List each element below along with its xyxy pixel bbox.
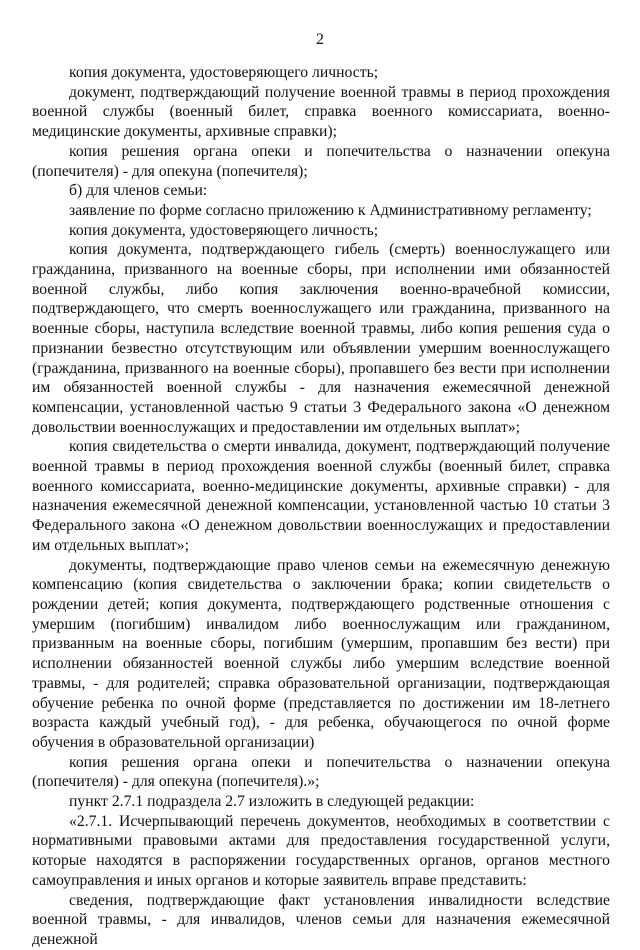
- paragraph: копия решения органа опеки и попечительства о назначении опекуна (попечителя) - для опекуна (попечителя).»;: [32, 753, 610, 791]
- paragraph: копия свидетельства о смерти инвалида, документ, подтверждающий получение военной травмы в период прохождения военной службы (военный билет, справка военного комиссариата, военно-медицинские документы, архивные справки) - для назначения ежемесячной денежной компенсации, установленной частью 10 статьи 3 Федерального закона «О денежном довольствии военнослужащих и предоставлении им отдельных выплат»;: [32, 438, 610, 554]
- paragraph: сведения, подтверждающие факт установления инвалидности вследствие военной травмы, - для инвалидов, членов семьи для назначения ежемесячной денежной: [32, 891, 610, 948]
- paragraph: копия документа, подтверждающего гибель (смерть) военнослужащего или гражданина, призванного на военные сборы, при исполнении ими обязанностей военной службы, либо копия заключения военно-врачебной комиссии, подтверждающего, что смерть военнослужащего или гражданина, призванного на военные сборы, наступила вследствие военной травмы, либо копия решения суда о признании безвестно отсутствующим или объявлении умершим военнослужащего (гражданина, призванного на военные сборы), пропавшего без вести при исполнении им обязанностей военной службы - для назначения ежемесячной денежной компенсации, установленной частью 9 статьи 3 Федерального закона «О денежном довольствии военнослужащих и предоставлении им отдельных выплат»;: [32, 241, 610, 436]
- paragraph: копия документа, удостоверяющего личность;: [69, 64, 379, 81]
- paragraph: документы, подтверждающие право членов семьи на ежемесячную денежную компенсацию (копия свидетельства о заключении брака; копии свидетельств о рождении детей; копия документа, подтверждающего родственные отношения с умершим (погибшим) инвалидом либо военнослужащим или гражданином, призванным на военные сборы, погибшим (умершим, пропавшим без вести) при исполнении обязанностей военной службы либо умершим вследствие военной травмы, - для родителей; справка образовательной организации, подтверждающая обучение ребенка по очной форме (представляется по достижении им 18-летнего возраста каждый учебный год), - для ребенка, обучающегося по очной форме обучения в образовательной организации): [32, 556, 610, 751]
- paragraph: пункт 2.7.1 подраздела 2.7 изложить в следующей редакции:: [69, 793, 475, 811]
- paragraph: копия документа, удостоверяющего личность;: [69, 221, 379, 239]
- paragraph: заявление по форме согласно приложению к Административному регламенту;: [69, 201, 592, 219]
- page-number: 2: [316, 31, 324, 48]
- paragraph: копия решения органа опеки и попечительства о назначении опекуна (попечителя) - для опекуна (попечителя);: [32, 142, 610, 180]
- paragraph: документ, подтверждающий получение военной травмы в период прохождения военной службы (военный билет, справка военного комиссариата, военно-медицинские документы, архивные справки);: [32, 83, 610, 141]
- document-body: [32, 63, 610, 950]
- paragraph: «2.7.1. Исчерпывающий перечень документов, необходимых в соответствии с нормативными правовыми актами для предоставления государственной услуги, которые находятся в распоряжении государственных органов, органов местного самоуправления и иных органов и которые заявитель вправе представить:: [32, 812, 610, 889]
- paragraph: б) для членов семьи:: [69, 182, 208, 200]
